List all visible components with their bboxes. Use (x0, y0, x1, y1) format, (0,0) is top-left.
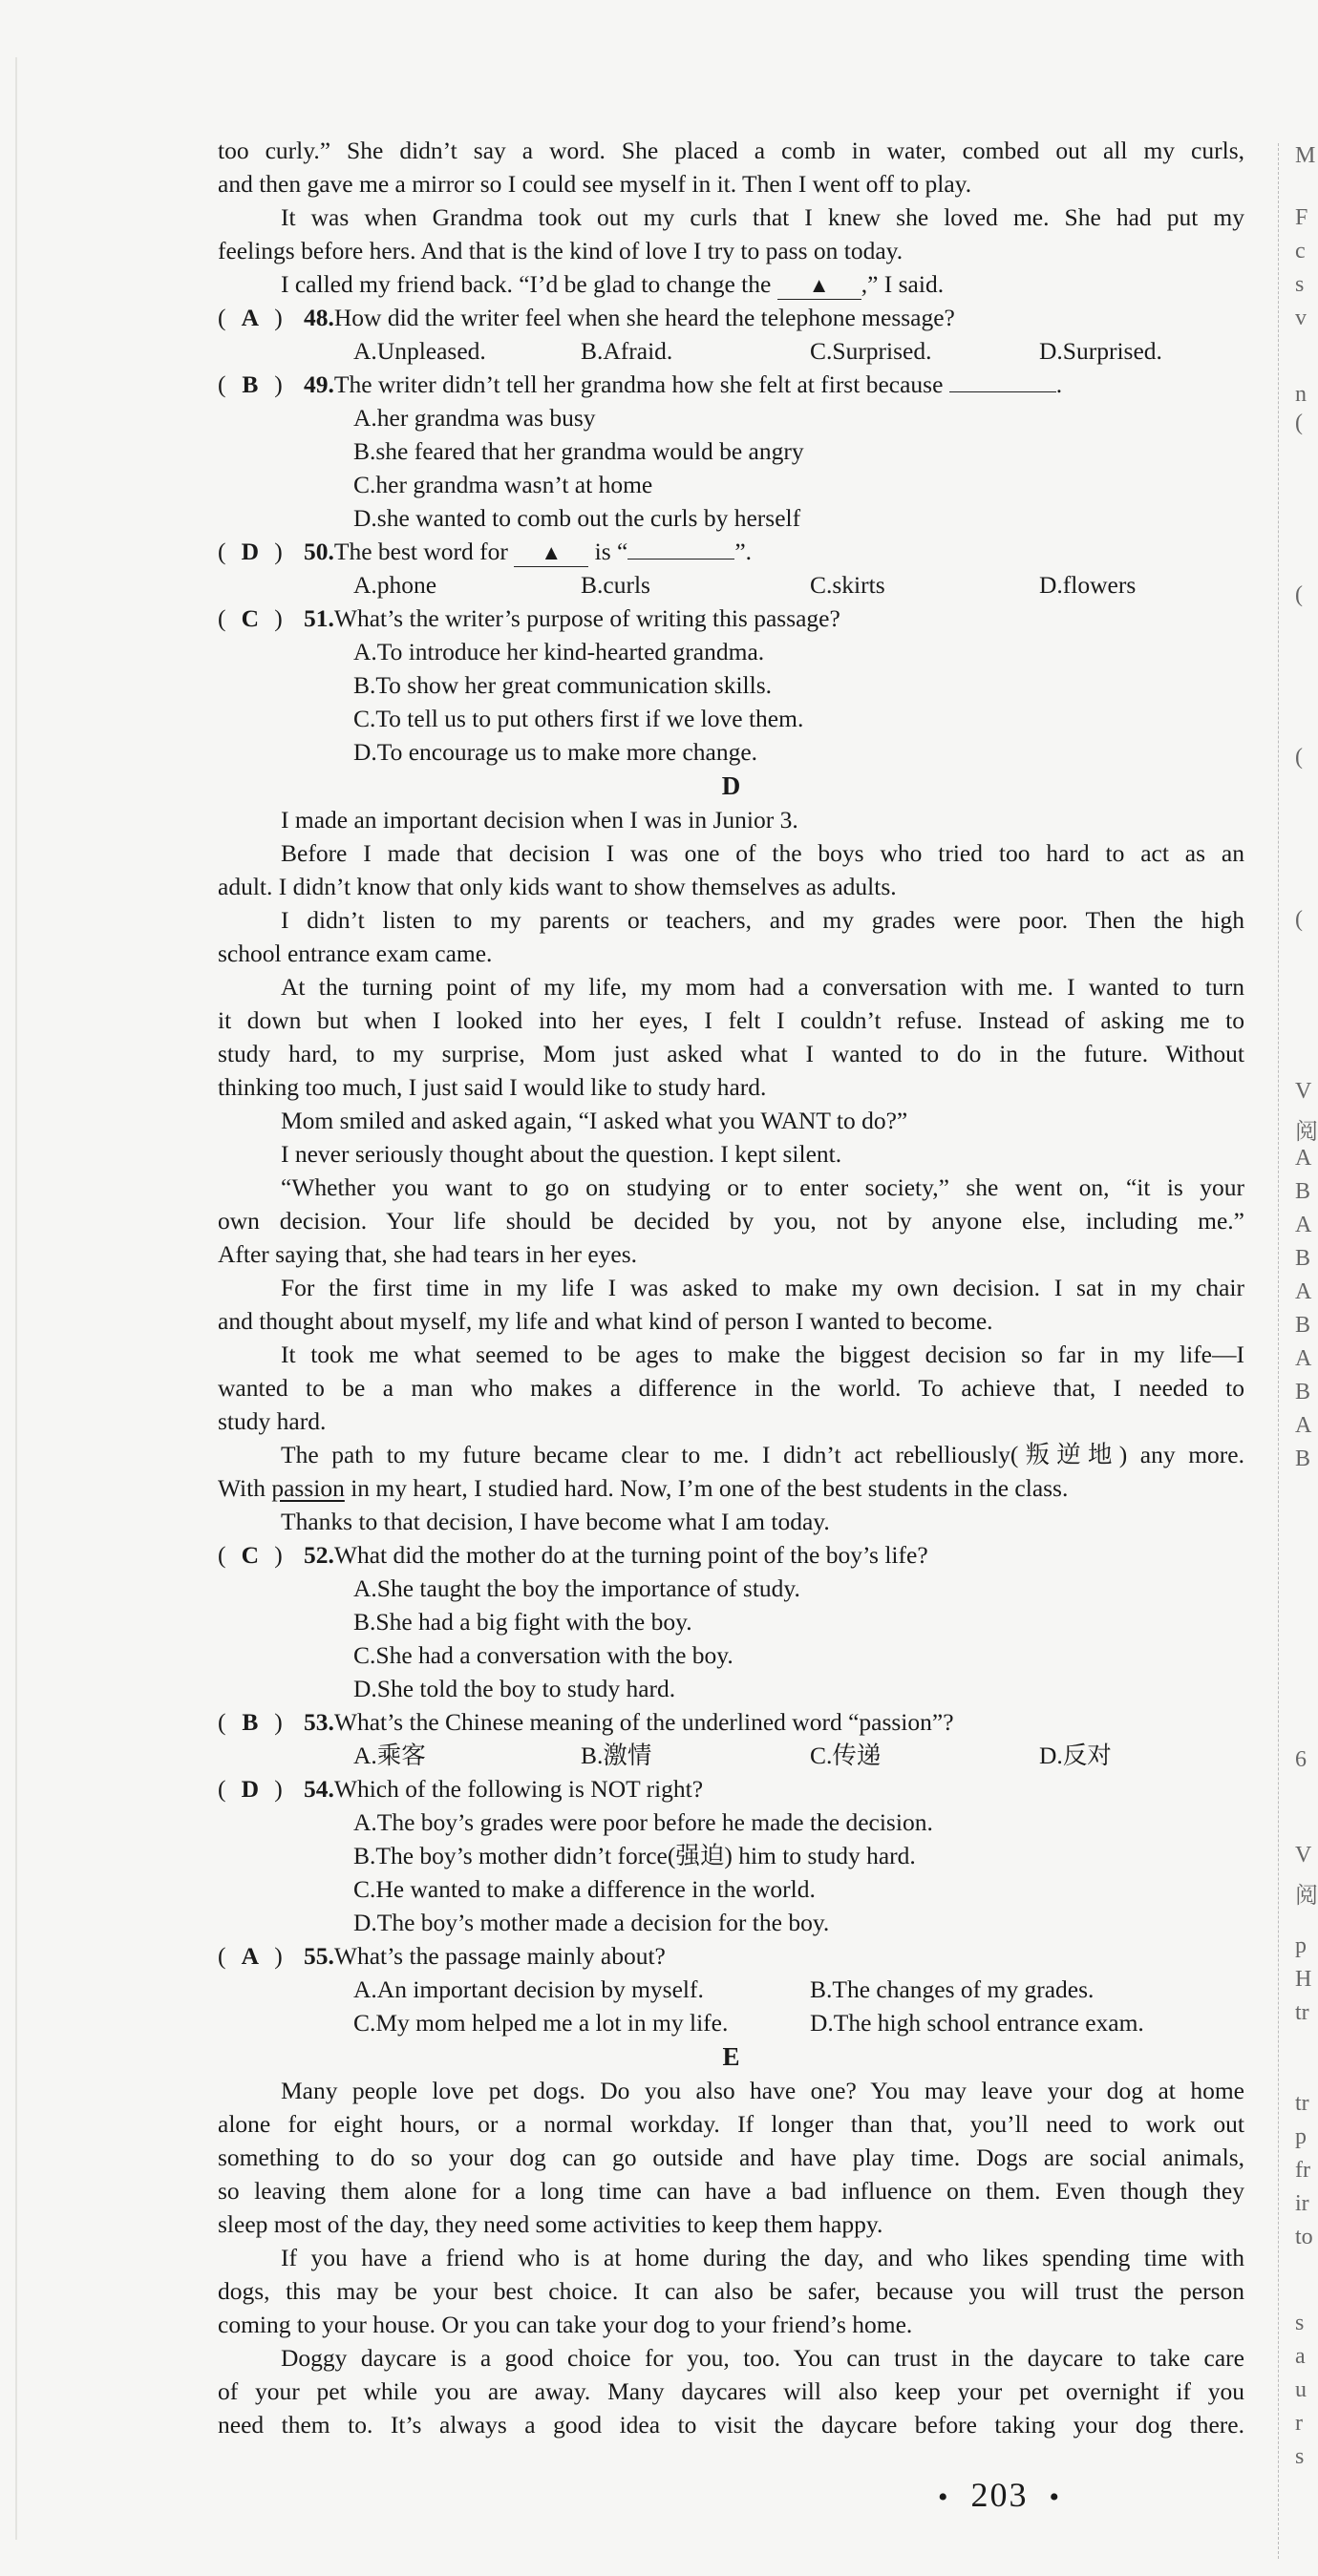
question-number: 54. (304, 1775, 334, 1803)
passage-line: adult. I didn’t know that only kids want to show themselves as adults. (218, 873, 897, 900)
passage-line-end: in my heart, I studied hard. Now, I’m one of the best students in the class. (351, 1474, 1069, 1502)
passage-line: study hard, to my surprise, Mom just asked what I wanted to do in the future. Without (218, 1040, 1244, 1067)
page-number-value: 203 (970, 2476, 1029, 2514)
passage-line: school entrance exam came. (218, 940, 493, 967)
triangle-mark: ▲ (808, 273, 830, 297)
question-stem-end: ”. (734, 538, 753, 565)
edge-glyph: s (1295, 272, 1305, 297)
chosen-answer: B (242, 1708, 259, 1736)
edge-glyph: tr (1295, 2000, 1309, 2025)
question-number: 48. (304, 304, 334, 331)
question-number: 52. (304, 1541, 334, 1569)
passage-line: dogs, this may be your best choice. It can also be safer, because you will trust the person (218, 2277, 1244, 2305)
page-number (917, 2475, 1082, 2515)
edge-glyph: ( (1295, 745, 1303, 770)
question-stem: How did the writer feel when she heard the telephone message? (333, 304, 955, 331)
edge-glyph: v (1295, 306, 1307, 330)
question-number: 50. (304, 538, 334, 565)
option: A.An important decision by myself. (353, 1975, 704, 2003)
question-stem: The best word for (333, 538, 508, 565)
edge-glyph: s (1295, 2444, 1305, 2469)
option: B.激情 (581, 1742, 652, 1769)
edge-glyph: B (1295, 1380, 1311, 1404)
edge-glyph: p (1295, 2124, 1307, 2149)
answer-slot[interactable]: ( D ) (218, 535, 304, 568)
underlined-word: passion (271, 1474, 345, 1502)
option: A.Unpleased. (353, 337, 486, 365)
passage-line: and thought about myself, my life and what kind of person I wanted to become. (218, 1307, 993, 1335)
option: C.Surprised. (810, 337, 932, 365)
question-52 (218, 1538, 1244, 1572)
passage-line: For the first time in my life I was asked to make my own decision. I sat in my chair (281, 1274, 1244, 1301)
column-divider (1278, 143, 1279, 2559)
question-number: 51. (304, 604, 334, 632)
question-50 (218, 535, 1244, 568)
passage-line (218, 1471, 1244, 1505)
passage-line: own decision. Your life should be decided by you, not by anyone else, including me.” (218, 1207, 1244, 1235)
option: D.Surprised. (1039, 337, 1162, 365)
section-heading-e: E (722, 2042, 740, 2071)
passage-line-start: With (218, 1474, 266, 1502)
option: D.反对 (1039, 1742, 1112, 1769)
option: C.She had a conversation with the boy. (353, 1641, 733, 1669)
edge-glyph: A (1295, 1279, 1312, 1304)
passage-line: and then gave me a mirror so I could see myself in it. Then I went off to play. (218, 170, 972, 198)
edge-glyph: M (1295, 143, 1316, 168)
options-row (218, 1739, 1244, 1772)
answer-blank (514, 538, 588, 567)
answer-slot[interactable]: ( D ) (218, 1772, 304, 1805)
edge-glyph: ( (1295, 907, 1303, 932)
chosen-answer: A (241, 304, 260, 331)
edge-glyph: ( (1295, 582, 1303, 607)
answer-blank (627, 559, 734, 560)
edge-glyph: to (1295, 2225, 1313, 2249)
edge-glyph: A (1295, 1146, 1312, 1171)
passage-line: alone for eight hours, or a normal workday. If longer than that, you’ll need to work out (218, 2110, 1244, 2138)
edge-glyph: A (1295, 1213, 1312, 1237)
passage-line: wanted to be a man who makes a difference in the world. To achieve that, I needed to (218, 1374, 1244, 1402)
edge-glyph: B (1295, 1446, 1311, 1471)
chosen-answer: B (242, 370, 259, 398)
passage-line: study hard. (218, 1407, 327, 1435)
option: B.To show her great communication skills. (353, 671, 773, 699)
page-number-dot: • (938, 2481, 950, 2513)
option: B.curls (581, 571, 650, 599)
passage-line: so leaving them alone for a long time can have a bad influence on them. Even though they (218, 2177, 1244, 2205)
passage-line: need them to. It’s always a good idea to visit the daycare before taking your dog there. (218, 2411, 1244, 2439)
chosen-answer: C (241, 1541, 260, 1569)
option: D.she wanted to comb out the curls by herself (353, 504, 801, 532)
question-number: 53. (304, 1708, 334, 1736)
option: B.The boy’s mother didn’t force(强迫) him to study hard. (353, 1842, 916, 1869)
passage-line: Mom smiled and asked again, “I asked what you WANT to do?” (281, 1107, 908, 1134)
option: C.My mom helped me a lot in my life. (353, 2009, 729, 2037)
chosen-answer: D (241, 538, 260, 565)
options-row (218, 2006, 1244, 2039)
option: D.The high school entrance exam. (810, 2009, 1144, 2037)
passage-line: I never seriously thought about the question. I kept silent. (281, 1140, 842, 1168)
passage-line: sleep most of the day, they need some activities to keep them happy. (218, 2210, 883, 2238)
passage-line-start: I called my friend back. “I’d be glad to change the (281, 270, 772, 298)
edge-glyph: B (1295, 1246, 1311, 1271)
edge-glyph: fr (1295, 2158, 1310, 2183)
passage-line: Doggy daycare is a good choice for you, too. You can trust in the daycare to take care (281, 2344, 1244, 2372)
passage-line: thinking too much, I just said I would like to study hard. (218, 1073, 767, 1101)
answer-blank (777, 271, 861, 300)
option: D.To encourage us to make more change. (353, 738, 758, 766)
edge-glyph: A (1295, 1413, 1312, 1438)
edge-glyph: s (1295, 2311, 1305, 2335)
answer-blank (949, 391, 1056, 392)
answer-slot[interactable]: ( B ) (218, 368, 304, 401)
option: A.The boy’s grades were poor before he made the decision. (353, 1808, 933, 1836)
passage-line: After saying that, she had tears in her eyes. (218, 1240, 638, 1268)
question-55 (218, 1939, 1244, 1973)
edge-glyph: tr (1295, 2091, 1309, 2116)
option: D.flowers (1039, 571, 1137, 599)
edge-glyph: u (1295, 2377, 1307, 2402)
chosen-answer: A (241, 1942, 260, 1970)
passage-line: It took me what seemed to be ages to make the biggest decision so far in my life—I (281, 1341, 1244, 1368)
edge-glyph: ( (1295, 411, 1303, 435)
passage-line: Many people love pet dogs. Do you also have one? You may leave your dog at home (281, 2077, 1244, 2104)
option: A.She taught the boy the importance of study. (353, 1574, 800, 1602)
options-row (218, 1973, 1244, 2006)
page-number-dot: • (1049, 2481, 1062, 2513)
question-stem: Which of the following is NOT right? (333, 1775, 704, 1803)
passage-line: too curly.” She didn’t say a word. She placed a comb in water, combed out all my curls, (218, 137, 1244, 164)
passage-line: The path to my future became clear to me. I didn’t act rebelliously(叛逆地) any more. (281, 1441, 1244, 1468)
edge-glyph: 6 (1295, 1747, 1307, 1772)
option: C.her grandma wasn’t at home (353, 471, 653, 498)
option: B.Afraid. (581, 337, 673, 365)
edge-glyph: B (1295, 1313, 1311, 1338)
option: D.She told the boy to study hard. (353, 1675, 676, 1702)
chosen-answer: D (241, 1775, 260, 1803)
question-stem: What did the mother do at the turning point of the boy’s life? (333, 1541, 928, 1569)
options-row (218, 334, 1244, 368)
chosen-answer: C (241, 604, 260, 632)
options-row (218, 568, 1244, 602)
option: C.He wanted to make a difference in the world. (353, 1875, 816, 1903)
option: B.The changes of my grades. (810, 1975, 1095, 2003)
passage-line: feelings before hers. And that is the kind of love I try to pass on today. (218, 237, 903, 264)
question-stem: What’s the passage mainly about? (333, 1942, 666, 1970)
edge-glyph: A (1295, 1346, 1312, 1371)
section-heading-d: D (721, 771, 741, 800)
answer-slot[interactable]: ( A ) (218, 1939, 304, 1973)
question-stem-mid: is “ (594, 538, 628, 565)
question-53 (218, 1705, 1244, 1739)
option: B.she feared that her grandma would be angry (353, 437, 804, 465)
question-stem-end: . (1055, 370, 1063, 398)
passage-line: It was when Grandma took out my curls that I knew she loved me. She had put my (281, 203, 1244, 231)
main-column (218, 134, 1244, 2441)
passage-line: coming to your house. Or you can take your dog to your friend’s home. (218, 2311, 913, 2338)
edge-glyph: V (1295, 1843, 1312, 1868)
option: C.To tell us to put others first if we love them. (353, 705, 804, 732)
edge-glyph: ir (1295, 2191, 1309, 2216)
option: A.her grandma was busy (353, 404, 596, 432)
edge-glyph: F (1295, 205, 1308, 230)
question-48 (218, 301, 1244, 334)
option: D.The boy’s mother made a decision for the boy. (353, 1909, 830, 1936)
question-number: 49. (304, 370, 334, 398)
option: A.To introduce her kind-hearted grandma. (353, 638, 765, 665)
edge-glyph: 阅 (1295, 1120, 1318, 1145)
edge-glyph: V (1295, 1079, 1312, 1104)
option: C.传递 (810, 1742, 882, 1769)
passage-line-end: ,” I said. (861, 270, 945, 298)
edge-glyph: c (1295, 239, 1306, 264)
passage-line: of your pet while you are away. Many daycares will also keep your pet overnight if you (218, 2377, 1244, 2405)
answer-slot[interactable]: ( A ) (218, 301, 304, 334)
edge-glyph: B (1295, 1179, 1311, 1204)
question-number: 55. (304, 1942, 334, 1970)
answer-slot[interactable]: ( B ) (218, 1705, 304, 1739)
passage-line: it down but when I looked into her eyes, I felt I couldn’t refuse. Instead of asking me to (218, 1006, 1244, 1034)
option: C.skirts (810, 571, 885, 599)
edge-glyph: r (1295, 2411, 1303, 2436)
passage-line: I didn’t listen to my parents or teachers, and my grades were poor. Then the high (281, 906, 1244, 934)
passage-line (218, 267, 1244, 301)
question-54 (218, 1772, 1244, 1805)
question-stem: What’s the writer’s purpose of writing this passage? (333, 604, 840, 632)
edge-glyph: a (1295, 2344, 1306, 2369)
question-stem: The writer didn’t tell her grandma how she felt at first because (333, 370, 944, 398)
passage-line: something to do so your dog can go outside and have play time. Dogs are social animals, (218, 2143, 1244, 2171)
passage-line: At the turning point of my life, my mom had a conversation with me. I wanted to turn (281, 973, 1244, 1001)
edge-glyph: n (1295, 382, 1307, 407)
passage-line: Before I made that decision I was one of the boys who tried too hard to act as an (281, 839, 1244, 867)
option: B.She had a big fight with the boy. (353, 1608, 692, 1636)
passage-line: Thanks to that decision, I have become what I am today. (281, 1508, 830, 1535)
option: A.乘客 (353, 1742, 426, 1769)
passage-line: If you have a friend who is at home during the day, and who likes spending time with (281, 2244, 1244, 2271)
question-51 (218, 602, 1244, 635)
question-49 (218, 368, 1244, 401)
passage-line: I made an important decision when I was in Junior 3. (281, 806, 798, 834)
answer-slot[interactable]: ( C ) (218, 602, 304, 635)
scan-edge-line (15, 57, 17, 2540)
edge-glyph: 阅 (1295, 1884, 1318, 1909)
question-stem: What’s the Chinese meaning of the underlined word “passion”? (333, 1708, 954, 1736)
edge-glyph: p (1295, 1933, 1307, 1958)
answer-slot[interactable]: ( C ) (218, 1538, 304, 1572)
passage-line: “Whether you want to go on studying or to enter society,” she went on, “it is your (281, 1173, 1244, 1201)
edge-glyph: H (1295, 1967, 1312, 1992)
option: A.phone (353, 571, 437, 599)
triangle-mark: ▲ (541, 540, 563, 564)
